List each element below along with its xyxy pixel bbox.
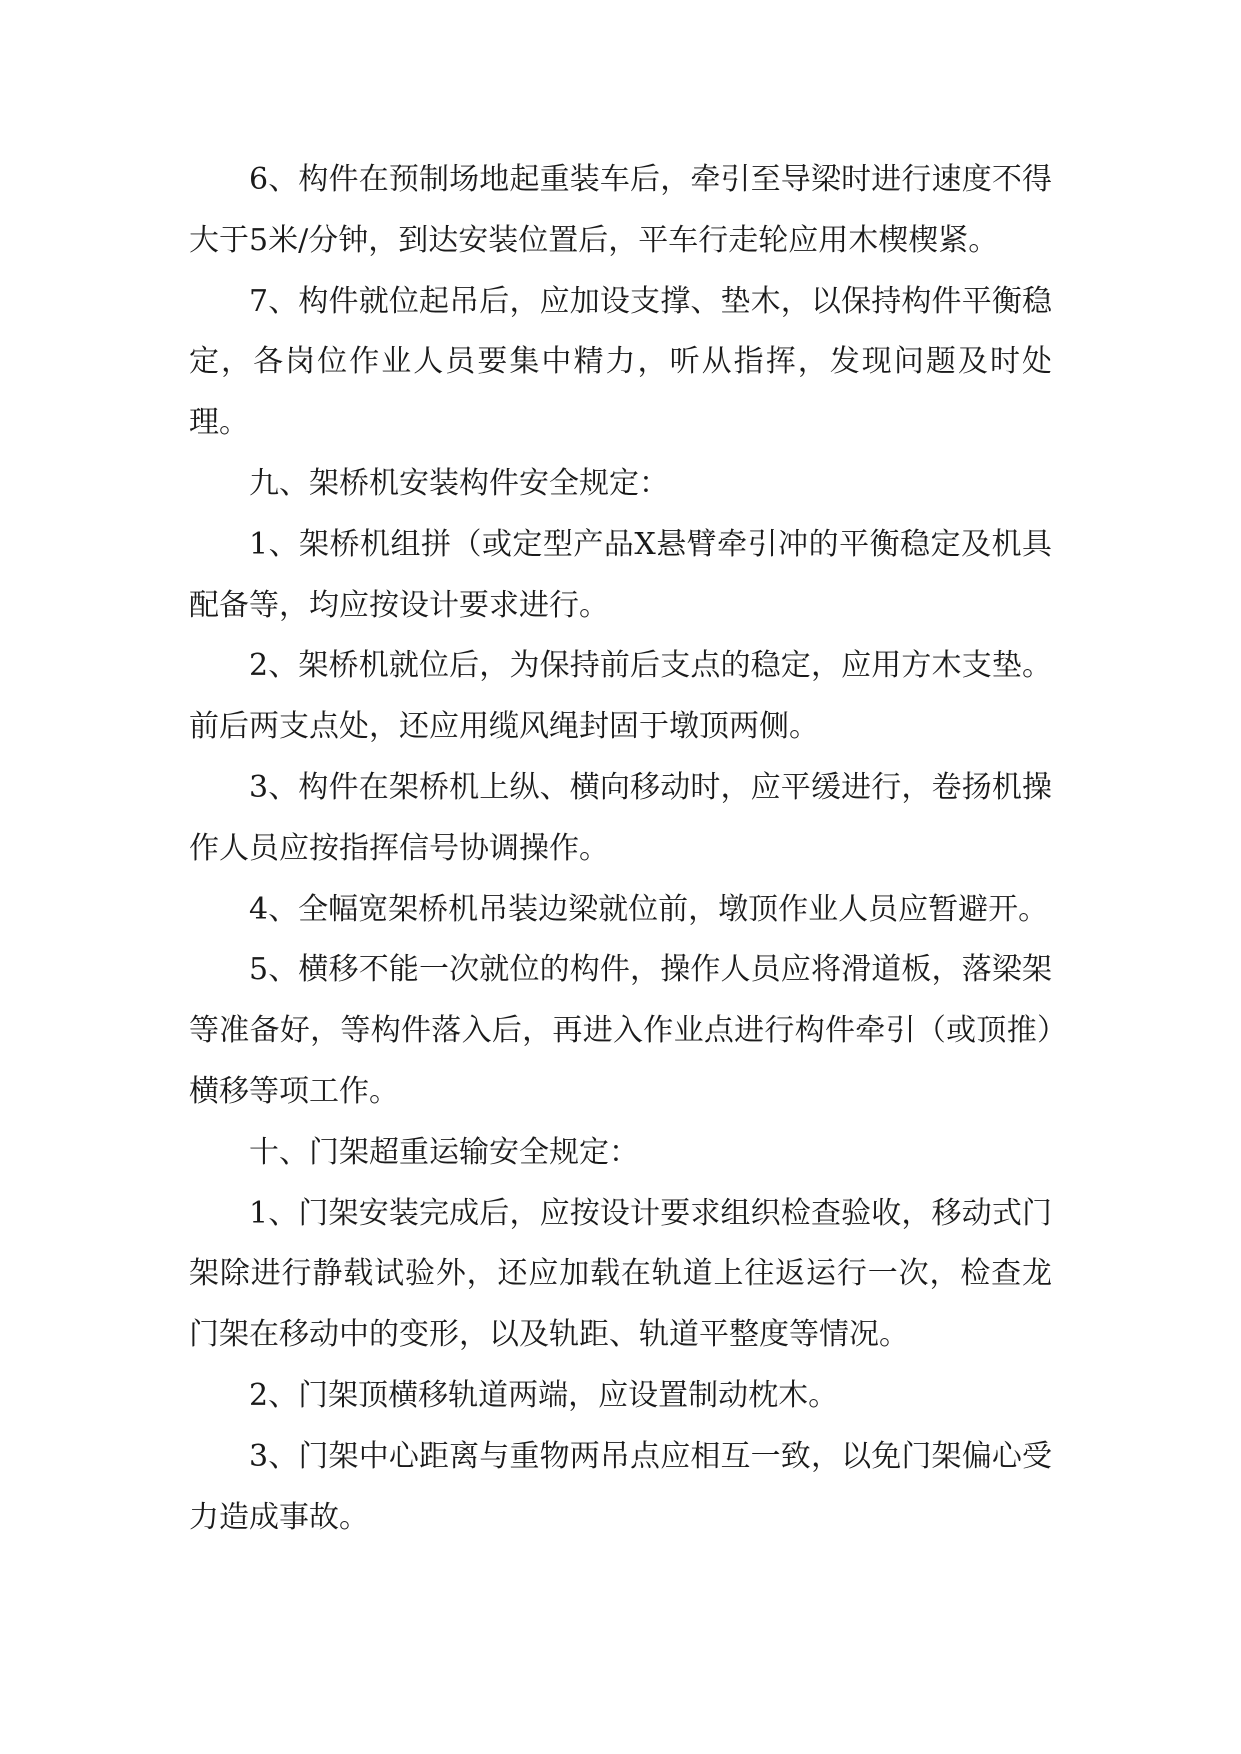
paragraph-9-1: 1、架桥机组拼（或定型产品X悬臂牵引冲的平衡稳定及机具配备等，均应按设计要求进行。 [189,526,1052,623]
document-body [189,150,1052,1548]
paragraph-9-3: 3、构件在架桥机上纵、横向移动时，应平缓进行，卷扬机操作人员应按指挥信号协调操作。 [189,769,1052,866]
paragraph-9-5: 5、横移不能一次就位的构件，操作人员应将滑道板，落梁架等准备好，等构件落入后，再进入作业点进行构件牵引（或顶推）横移等项工作。 [189,952,1052,1109]
paragraph-10-3: 3、门架中心距离与重物两吊点应相互一致，以免门架偏心受力造成事故。 [189,1438,1052,1535]
paragraph-10-2: 2、门架顶横移轨道两端，应设置制动枕木。 [249,1377,839,1413]
paragraph-6: 6、构件在预制场地起重装车后，牵引至导梁时进行速度不得大于5米/分钟，到达安装位置后，平车行走轮应用木楔楔紧。 [189,162,1052,258]
section-heading-9: 九、架桥机安装构件安全规定： [249,465,669,501]
section-heading-10: 十、门架超重运输安全规定： [249,1134,639,1170]
paragraph-10-1: 1、门架安装完成后，应按设计要求组织检查验收，移动式门架除进行静载试验外，还应加载在轨道上往返运行一次，检查龙门架在移动中的变形，以及轨距、轨道平整度等情况。 [189,1195,1052,1353]
paragraph-9-4: 4、全幅宽架桥机吊装边梁就位前，墩顶作业人员应暂避开。 [249,891,1049,927]
paragraph-9-2: 2、架桥机就位后，为保持前后支点的稳定，应用方木支垫。前后两支点处，还应用缆风绳封固于墩顶两侧。 [189,648,1052,745]
paragraph-7: 7、构件就位起吊后，应加设支撑、垫木，以保持构件平衡稳定，各岗位作业人员要集中精力，听从指挥，发现问题及时处理。 [189,283,1052,441]
